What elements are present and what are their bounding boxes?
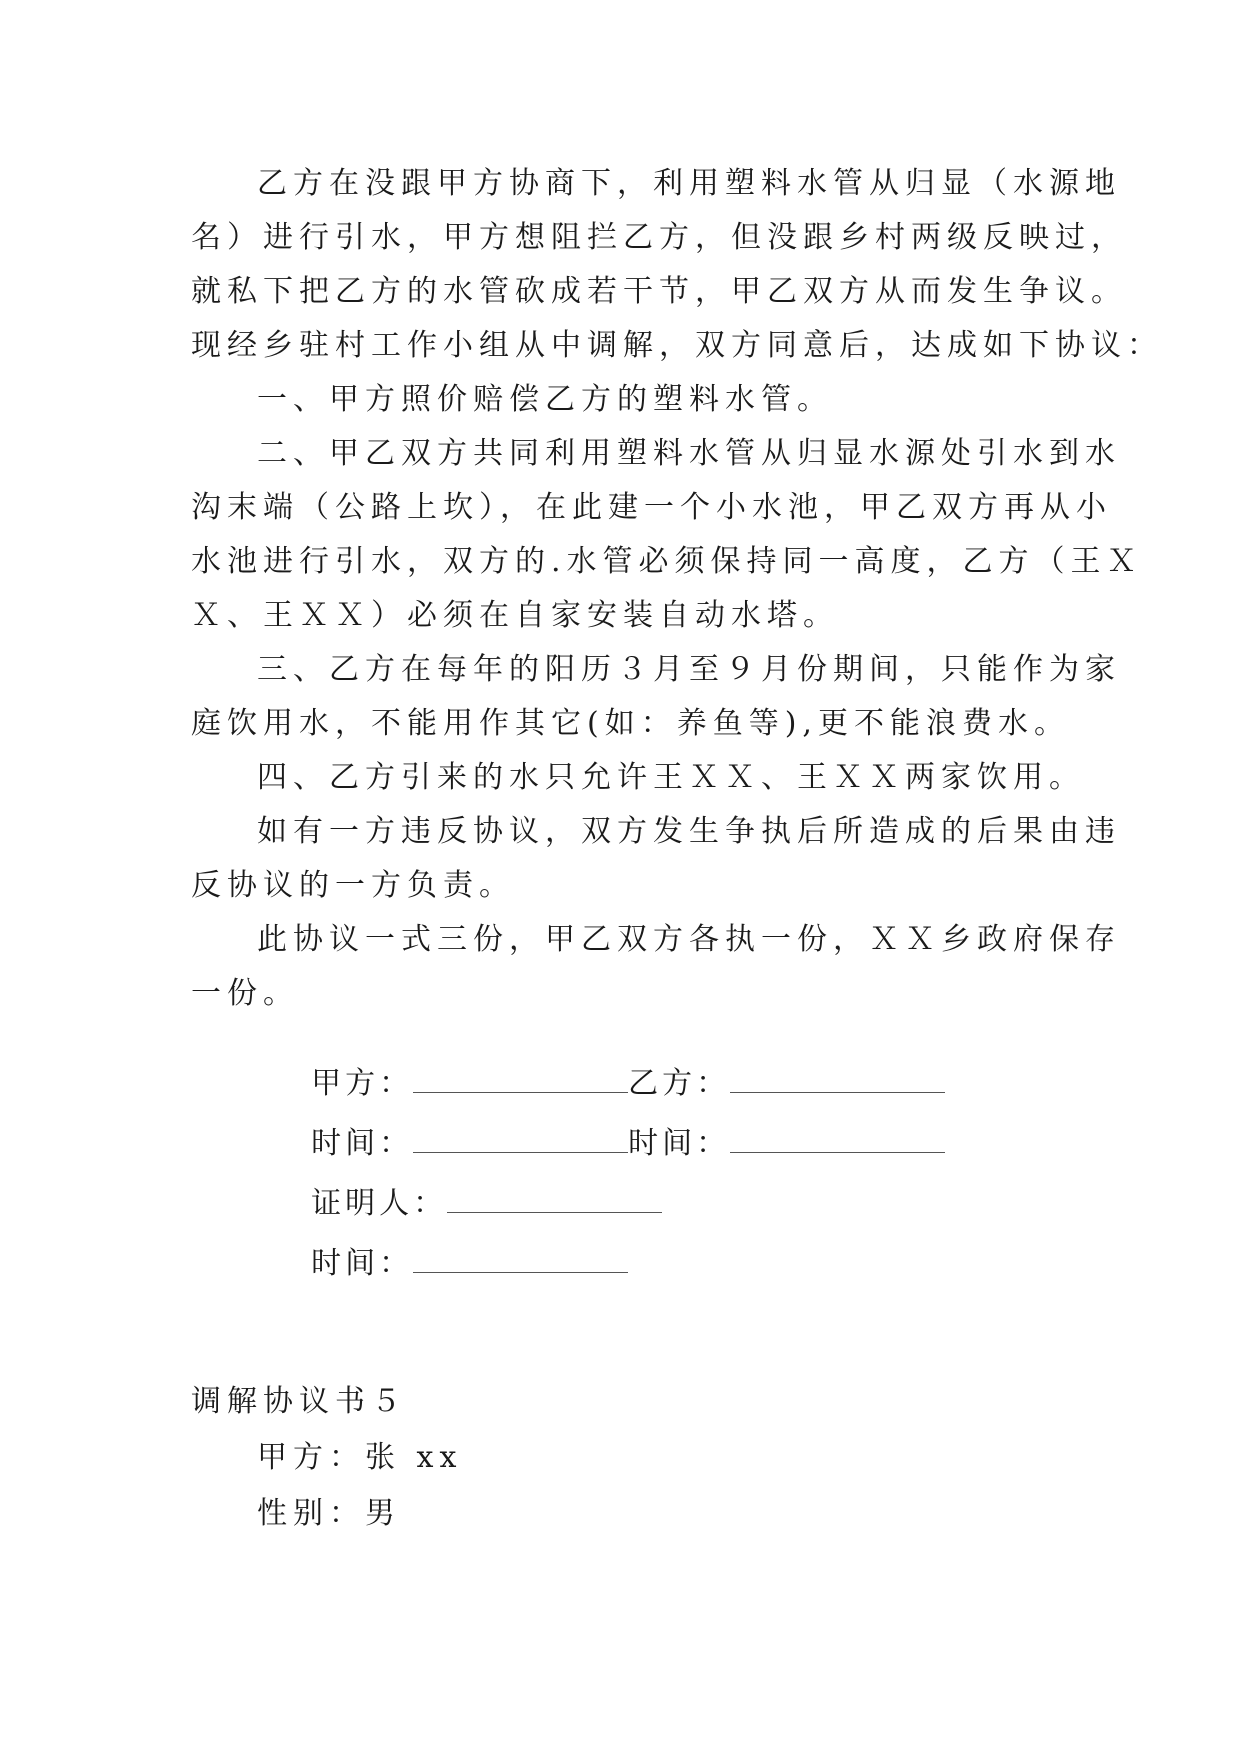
party-b-signature-label: 乙方： xyxy=(628,1066,731,1101)
party-a-signature-label: 甲方： xyxy=(311,1066,414,1101)
agreement-clause-2: 二、甲乙双方共同利用塑料水管从归显水源处引水到水 xyxy=(257,436,1121,471)
paragraph-line: 就私下把乙方的水管砍成若干节，甲乙双方从而发生争议。 xyxy=(191,274,1127,309)
paragraph-line: 庭饮用水，不能用作其它(如：养鱼等),更不能浪费水。 xyxy=(191,706,1070,741)
paragraph-line: 名）进行引水，甲方想阻拦乙方，但没跟乡村两级反映过， xyxy=(191,220,1127,255)
party-a-gender: 性别：男 xyxy=(257,1496,401,1531)
paragraph-line: 一份。 xyxy=(191,976,299,1011)
agreement-clause-4: 四、乙方引来的水只允许王ＸＸ、王ＸＸ两家饮用。 xyxy=(257,760,1085,795)
paragraph-line: 反协议的一方负责。 xyxy=(191,868,515,903)
paragraph-line: 水池进行引水，双方的.水管必须保持同一高度，乙方（王Ｘ xyxy=(191,544,1143,579)
breach-clause: 如有一方违反协议，双方发生争执后所造成的后果由违 xyxy=(257,814,1121,849)
section-title: 调解协议书５ xyxy=(191,1384,407,1419)
time-label: 时间： xyxy=(311,1126,414,1161)
paragraph-line: 现经乡驻村工作小组从中调解，双方同意后，达成如下协议： xyxy=(191,328,1163,363)
witness-time-blank[interactable] xyxy=(413,1250,628,1273)
signature-row-witness-time xyxy=(257,1210,628,1318)
time-label: 时间： xyxy=(311,1246,414,1281)
agreement-clause-3: 三、乙方在每年的阳历３月至９月份期间，只能作为家 xyxy=(257,652,1121,687)
paragraph-line: 乙方在没跟甲方协商下，利用塑料水管从归显（水源地 xyxy=(257,166,1121,201)
time-label: 时间： xyxy=(628,1126,731,1161)
paragraph-line: Ｘ、王ＸＸ）必须在自家安装自动水塔。 xyxy=(191,598,839,633)
agreement-clause-1: 一、甲方照价赔偿乙方的塑料水管。 xyxy=(257,382,833,417)
witness-label: 证明人： xyxy=(311,1186,448,1221)
party-a-name: 甲方：张 xx xyxy=(257,1440,463,1475)
party-b-time-blank[interactable] xyxy=(730,1130,945,1153)
copies-clause: 此协议一式三份，甲乙双方各执一份，ＸＸ乡政府保存 xyxy=(257,922,1121,957)
paragraph-line: 沟末端（公路上坎），在此建一个小水池，甲乙双方再从小 xyxy=(191,490,1112,525)
